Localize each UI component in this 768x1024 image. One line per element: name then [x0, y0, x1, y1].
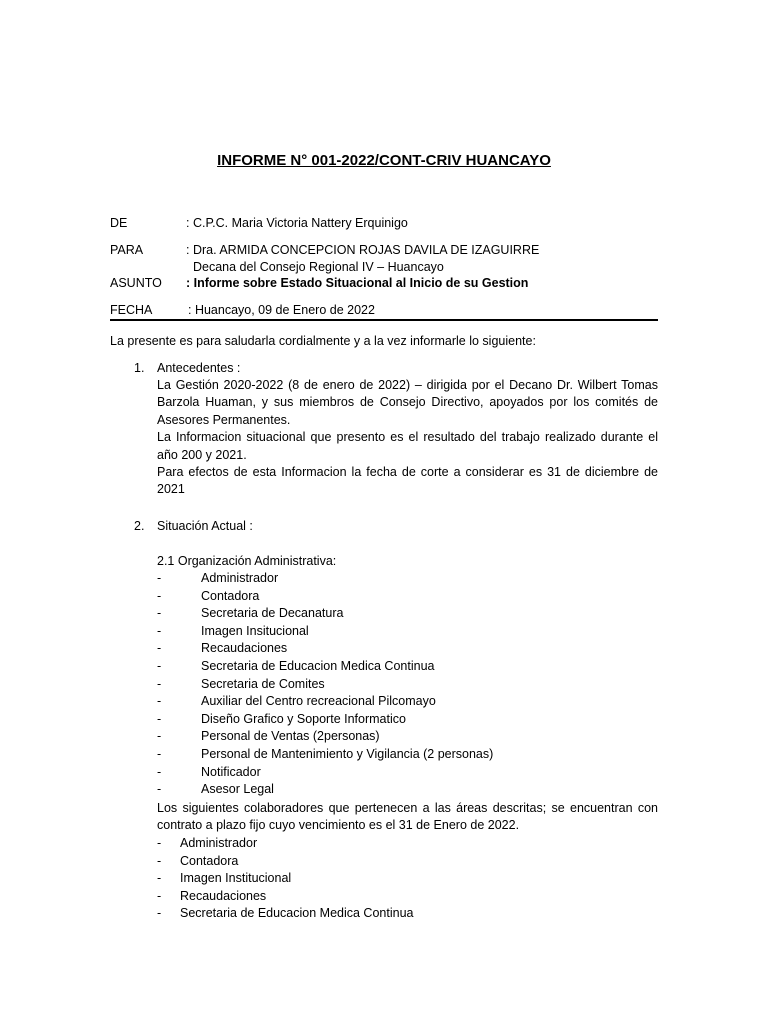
contract-paragraph-text: Los siguientes colaboradores que pertenecen a las áreas descritas; se encuentran con contrato a plazo fijo cuyo vencimiento es el 31 de Enero de 2022. [157, 801, 658, 833]
contract-paragraph [157, 800, 658, 835]
section1-paragraph-3: Para efectos de esta Informacion la fecha de corte a considerar es 31 de diciembre de 2021 [157, 465, 658, 497]
intro-text: La presente es para saludarla cordialmente y a la vez informarle lo siguiente: [110, 334, 536, 348]
para-label: PARA [110, 243, 144, 257]
section2-number: 2. [134, 519, 145, 533]
fecha-value: : Huancayo, 09 de Enero de 2022 [188, 303, 375, 317]
para-value: : Dra. ARMIDA CONCEPCION ROJAS DAVILA DE IZAGUIRRE [186, 243, 540, 257]
asunto-label: ASUNTO [110, 276, 162, 290]
header-divider [110, 319, 658, 321]
section1-paragraph-1: La Gestión 2020-2022 (8 de enero de 2022) – dirigida por el Decano Dr. Wilbert Tomas Barzola Huaman, y sus miembros de Consejo Directivo, apoyados por los comités de Asesores Permanentes. [157, 378, 658, 427]
section1-number: 1. [134, 361, 145, 375]
asunto-value: : Informe sobre Estado Situacional al Inicio de su Gestion [186, 276, 529, 290]
subsection-2-1-heading: 2.1 Organización Administrativa: [157, 554, 337, 568]
section1-heading: Antecedentes : [157, 361, 241, 375]
section2-heading: Situación Actual : [157, 519, 253, 533]
document-title: INFORME N° 001-2022/CONT-CRIV HUANCAYO [217, 152, 551, 169]
para-value-line2: Decana del Consejo Regional IV – Huancayo [193, 260, 444, 274]
section1-paragraph-2: La Informacion situacional que presento es el resultado del trabajo realizado durante el año 200 y 2021. [157, 430, 658, 462]
fecha-label: FECHA [110, 303, 153, 317]
de-label: DE [110, 216, 128, 230]
section1-body [157, 377, 658, 499]
de-value: : C.P.C. Maria Victoria Nattery Erquinigo [186, 216, 408, 230]
